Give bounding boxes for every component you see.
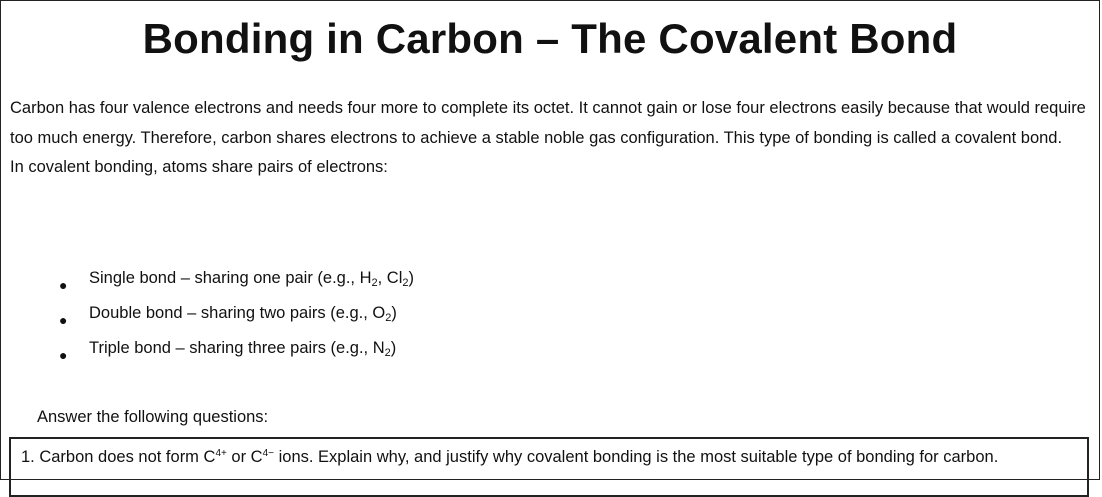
- question-1-sup-1: 4+: [215, 448, 227, 459]
- double-bond-sub: 2: [385, 312, 392, 324]
- question-1-lead: 1. Carbon does not form C: [21, 448, 216, 466]
- single-bond-mid: , Cl: [377, 269, 403, 287]
- triple-bond-end: ): [390, 339, 397, 357]
- single-bond-text: Single bond – sharing one pair (e.g., H: [89, 269, 372, 287]
- intro-text: [10, 94, 1095, 183]
- page-title: Bonding in Carbon – The Covalent Bond: [142, 15, 958, 62]
- double-bond-text: Double bond – sharing two pairs (e.g., O: [89, 304, 386, 322]
- list-item-triple-bond: [59, 335, 414, 370]
- single-bond-sub-2: 2: [402, 277, 409, 289]
- question-1-mid: or C: [226, 448, 263, 466]
- bullet-icon: ●: [59, 312, 68, 328]
- bullet-icon: ●: [59, 277, 68, 293]
- bullet-icon: ●: [59, 347, 68, 363]
- question-1-sup-2: 4−: [262, 448, 275, 459]
- single-bond-sub-1: 2: [371, 277, 378, 289]
- intro-lead: In covalent bonding, atoms share pairs of electrons:: [10, 158, 388, 176]
- list-item-double-bond: [59, 300, 414, 335]
- list-item-single-bond: [59, 265, 414, 300]
- single-bond-end: ): [408, 269, 415, 287]
- triple-bond-sub: 2: [384, 347, 391, 359]
- bond-types-list: [59, 265, 414, 370]
- double-bond-end: ): [391, 304, 397, 322]
- intro-paragraph: Carbon has four valence electrons and needs four more to complete its octet. It cannot gain or lose four electrons easily because that would require too much energy. Therefore, carbon shares electrons to achieve a stable noble gas configuration. This type of bonding is called a covalent bond.: [10, 99, 1086, 147]
- question-box-1: [9, 437, 1089, 497]
- question-1-rest: ions. Explain why, and justify why covalent bonding is the most suitable type of bonding for carbon.: [274, 448, 999, 466]
- triple-bond-text: Triple bond – sharing three pairs (e.g., N: [89, 339, 385, 357]
- questions-prompt: Answer the following questions:: [37, 408, 269, 426]
